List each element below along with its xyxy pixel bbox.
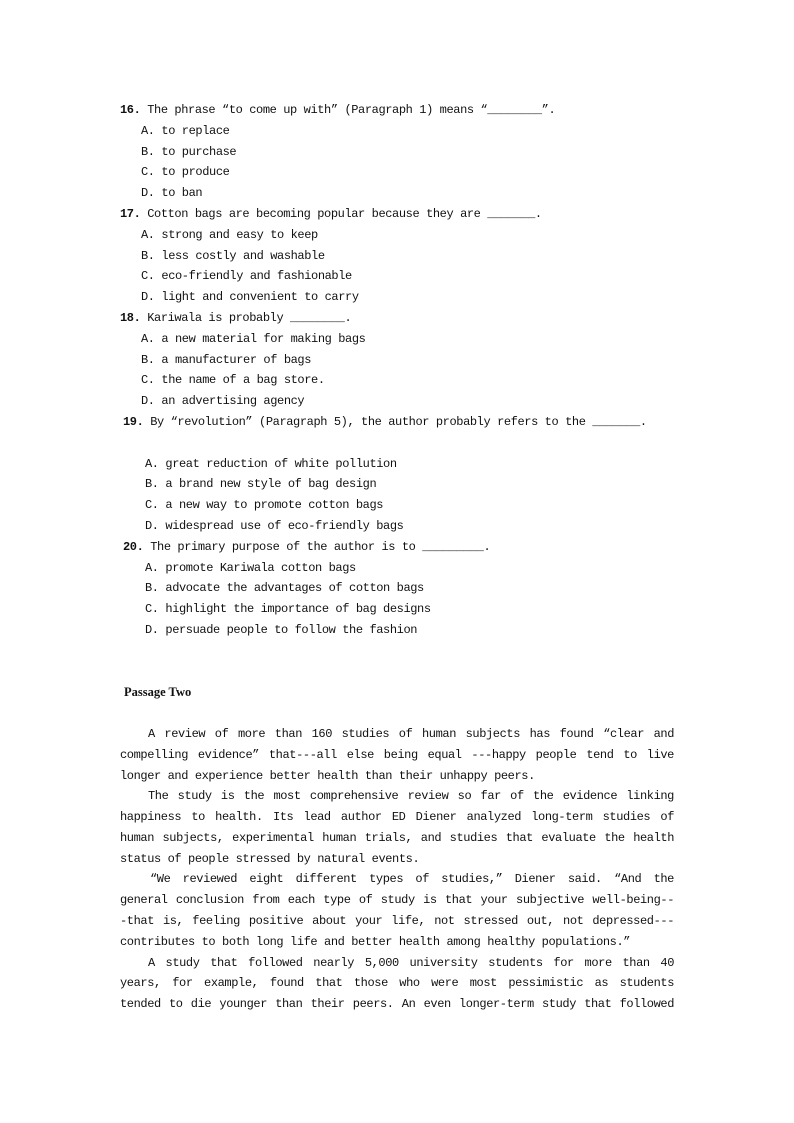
paragraph-line: longer and experience better health than their unhappy peers. — [120, 768, 535, 783]
option-c: C. highlight the importance of bag designs — [145, 602, 431, 617]
question-number: 20. — [123, 539, 144, 554]
option-c: C. to produce — [141, 165, 230, 180]
option-d: D. light and convenient to carry — [141, 290, 359, 305]
option-a: A. a new material for making bags — [141, 331, 366, 346]
paragraph-line: -that is, feeling positive about your life, not stressed out, not depressed--- — [120, 914, 674, 929]
option-b: B. to purchase — [141, 144, 237, 159]
question-number: 18. — [120, 310, 141, 325]
option-b: B. a brand new style of bag design — [145, 477, 377, 492]
paragraph-3 — [120, 869, 674, 952]
paragraph-line: A study that followed nearly 5,000 university students for more than 40 — [148, 955, 674, 970]
paragraph-line: “We reviewed eight different types of studies,” Diener said. “And the — [150, 872, 674, 887]
question-text: By “revolution” (Paragraph 5), the author probably refers to the _______. — [150, 414, 647, 429]
option-a: A. great reduction of white pollution — [145, 456, 397, 471]
option-d: D. persuade people to follow the fashion — [145, 622, 418, 637]
blank-line — [120, 703, 674, 724]
question-17-stem — [120, 204, 674, 225]
question-text: Kariwala is probably ________. — [147, 310, 352, 325]
paragraph-line: compelling evidence” that---all else being equal ---happy people tend to live — [120, 747, 674, 762]
option-d: D. to ban — [141, 186, 203, 201]
option-b: B. a manufacturer of bags — [141, 352, 312, 367]
paragraph-1 — [120, 724, 674, 786]
question-text: The phrase “to come up with” (Paragraph 1) means “________”. — [147, 103, 556, 117]
option-b: B. advocate the advantages of cotton bags — [145, 581, 424, 596]
option-a: A. to replace — [141, 123, 230, 138]
question-number: 19. — [123, 414, 144, 429]
paragraph-2 — [120, 786, 674, 869]
paragraph-line: status of people stressed by natural events. — [120, 851, 420, 866]
question-18-stem — [120, 308, 674, 329]
paragraph-line: happiness to health. Its lead author ED Diener analyzed long-term studies of — [120, 810, 674, 825]
paragraph-line: contributes to both long life and better health among healthy populations.” — [120, 934, 631, 949]
paragraph-line: The study is the most comprehensive review so far of the evidence linking — [148, 789, 674, 804]
paragraph-line: tended to die younger than their peers. An even longer-term study that followed — [120, 997, 674, 1012]
question-number: 16. — [120, 103, 141, 117]
paragraph-line: human subjects, experimental human trials, and studies that evaluate the health — [120, 830, 674, 845]
paragraph-4 — [120, 953, 674, 1015]
document-page — [120, 100, 674, 1015]
paragraph-line: A review of more than 160 studies of human subjects has found “clear and — [148, 726, 674, 741]
option-c: C. a new way to promote cotton bags — [145, 498, 384, 513]
option-d: D. an advertising agency — [141, 394, 305, 409]
question-20-stem — [120, 537, 674, 558]
question-number: 17. — [120, 206, 141, 221]
option-c: C. eco-friendly and fashionable — [141, 269, 352, 284]
paragraph-line: general conclusion from each type of study is that your subjective well-being-- — [120, 893, 674, 908]
option-c: C. the name of a bag store. — [141, 373, 325, 388]
blank-line — [120, 662, 674, 683]
passage-title: Passage Two — [124, 685, 192, 700]
question-text: Cotton bags are becoming popular because they are _______. — [147, 206, 542, 221]
question-19-stem — [120, 412, 674, 433]
question-16-stem — [120, 100, 674, 121]
option-b: B. less costly and washable — [141, 248, 325, 263]
option-a: A. promote Kariwala cotton bags — [145, 560, 356, 575]
paragraph-line: years, for example, found that those who were most pessimistic as students — [120, 976, 674, 991]
option-a: A. strong and easy to keep — [141, 227, 318, 242]
blank-line — [120, 641, 674, 662]
question-text: The primary purpose of the author is to _________. — [150, 539, 491, 554]
blank-line — [120, 433, 674, 454]
option-d: D. widespread use of eco-friendly bags — [145, 518, 404, 533]
